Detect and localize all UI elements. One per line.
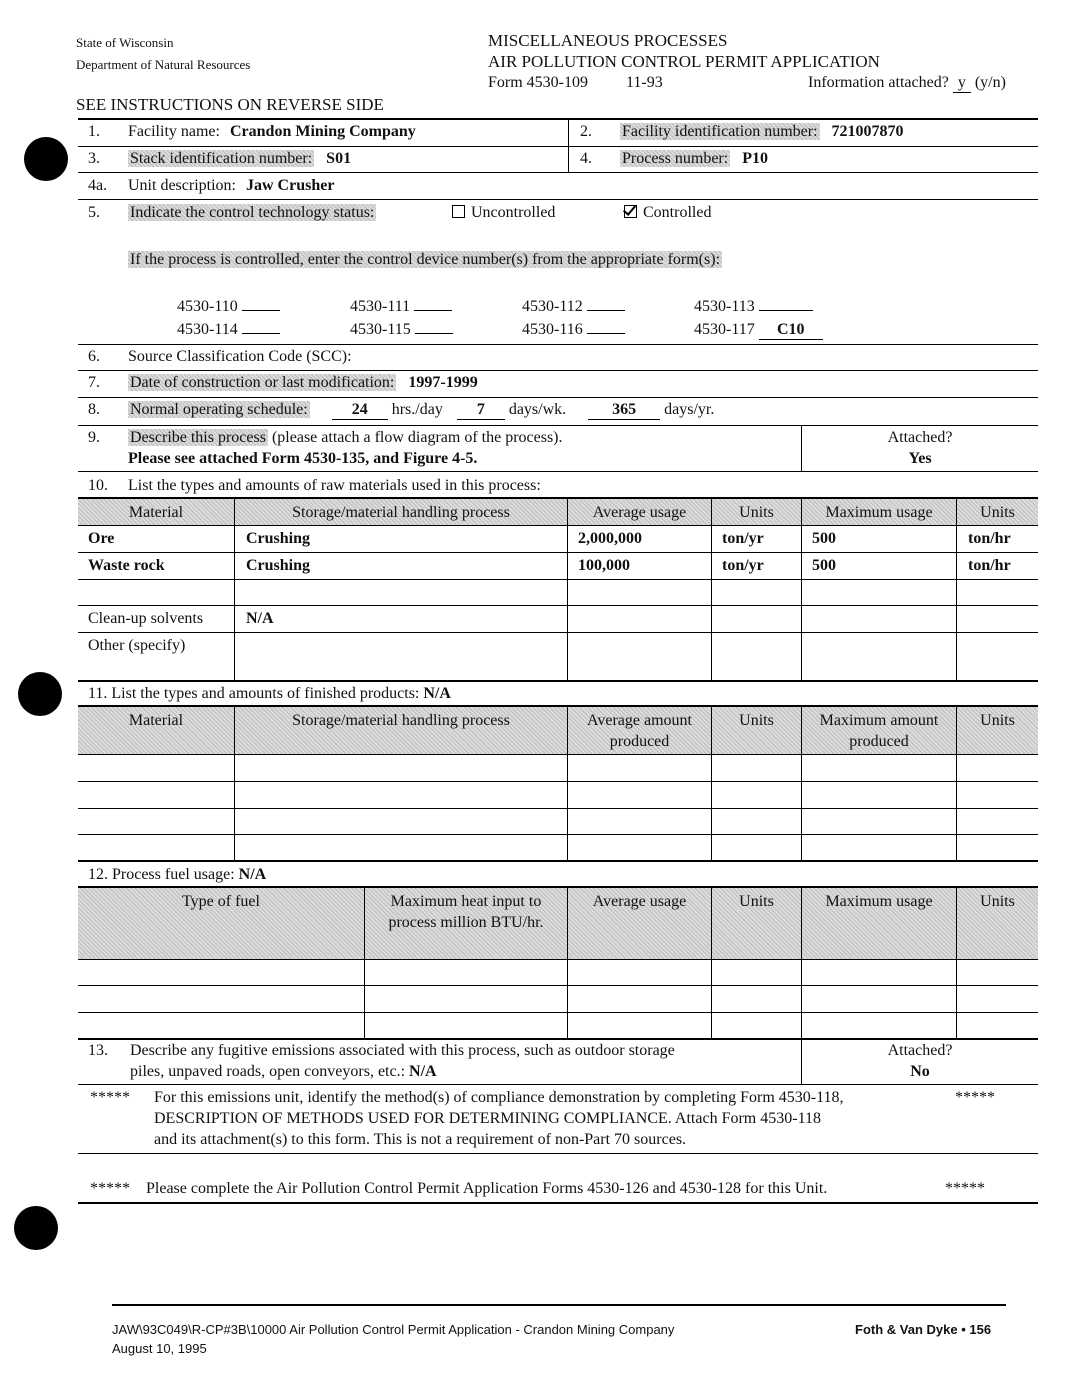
device-form-label: 4530-113 xyxy=(694,298,755,315)
device-form-label: 4530-112 xyxy=(522,298,583,315)
control-device-instruction-text: If the process is controlled, enter the control device number(s) from the appropriate form(s): xyxy=(130,251,721,268)
table-cell[interactable]: ton/yr xyxy=(722,530,764,547)
col-header-units: Units xyxy=(739,893,774,910)
stack-id-label: Stack identification number: xyxy=(130,150,313,167)
days-year-unit: days/yr. xyxy=(664,401,715,418)
unit-description-label: Unit description: xyxy=(128,177,236,194)
item-number: 1. xyxy=(88,123,100,140)
schedule-label: Normal operating schedule: xyxy=(130,401,308,418)
device-form-value[interactable] xyxy=(242,310,280,311)
info-attached xyxy=(808,74,1006,93)
device-form-112 xyxy=(522,298,625,316)
table-cell[interactable]: 500 xyxy=(812,557,836,574)
col-header-units: Units xyxy=(980,893,1015,910)
process-number-label: Process number: xyxy=(622,150,729,167)
punch-hole xyxy=(14,1206,58,1250)
control-status-label-text: Indicate the control technology status: xyxy=(130,204,375,221)
unit-description-row xyxy=(128,177,334,195)
col-header-handling: Storage/material handling process xyxy=(292,504,510,521)
item-number: 8. xyxy=(88,401,100,418)
days-week-unit: days/wk. xyxy=(508,401,567,418)
facility-name-row xyxy=(128,123,416,141)
device-form-label: 4530-114 xyxy=(177,321,238,338)
device-form-label: 4530-117 xyxy=(694,321,755,338)
device-form-115 xyxy=(350,321,453,339)
col-header-units: Units xyxy=(739,712,774,729)
table-cell[interactable]: ton/hr xyxy=(968,530,1011,547)
col-header-units: Units xyxy=(980,504,1015,521)
device-form-label: 4530-111 xyxy=(350,298,411,315)
item-number: 10. xyxy=(88,477,108,494)
item-number: 2. xyxy=(580,123,592,140)
col-header-average-produced: Average amount produced xyxy=(587,712,692,750)
col-header-units: Units xyxy=(980,712,1015,729)
fugitive-attached-label: Attached? xyxy=(887,1042,953,1059)
punch-hole xyxy=(24,137,68,181)
cleanup-label: Clean-up solvents xyxy=(88,610,204,627)
instructions-note: SEE INSTRUCTIONS ON REVERSE SIDE xyxy=(76,95,384,114)
describe-row xyxy=(128,429,563,447)
construction-date-row xyxy=(128,374,478,392)
raw-materials-label: List the types and amounts of raw materials used in this process: xyxy=(128,477,541,494)
hours-per-day[interactable]: 24 xyxy=(332,401,388,420)
form-number: Form 4530-109 xyxy=(488,74,588,91)
table-cell[interactable]: 100,000 xyxy=(578,557,630,574)
form-title: MISCELLANEOUS PROCESSES xyxy=(488,31,728,50)
fuel-label: 12. Process fuel usage: xyxy=(88,866,235,883)
footer-date: August 10, 1995 xyxy=(112,1341,207,1356)
control-status-label xyxy=(128,204,376,222)
col-header-average: Average usage xyxy=(592,893,687,910)
uncontrolled-label: Uncontrolled xyxy=(471,204,556,221)
info-attached-value[interactable]: y xyxy=(953,74,971,93)
device-form-value[interactable] xyxy=(587,333,625,334)
process-number-value[interactable]: P10 xyxy=(742,150,768,167)
punch-hole xyxy=(18,672,62,716)
days-per-year[interactable]: 365 xyxy=(588,401,660,420)
uncontrolled-option[interactable] xyxy=(452,204,555,222)
item-number: 4a. xyxy=(88,177,108,194)
finished-products-label: 11. List the types and amounts of finished products: xyxy=(88,685,420,702)
form-date: 11-93 xyxy=(626,74,663,91)
construction-date-value[interactable]: 1997-1999 xyxy=(408,374,478,391)
col-header-material: Material xyxy=(128,712,184,729)
describe-label: Describe this process xyxy=(130,429,266,446)
table-cell[interactable]: Ore xyxy=(88,530,115,547)
table-cell[interactable]: 2,000,000 xyxy=(578,530,642,547)
unit-description-value[interactable]: Jaw Crusher xyxy=(245,177,335,194)
table-cell[interactable]: Waste rock xyxy=(88,557,165,574)
control-device-instruction xyxy=(128,251,722,269)
device-form-label: 4530-116 xyxy=(522,321,583,338)
stars-left: ***** xyxy=(90,1089,130,1106)
device-form-label: 4530-110 xyxy=(177,298,238,315)
facility-name-label: Facility name: xyxy=(128,123,220,140)
info-attached-suffix: (y/n) xyxy=(974,74,1006,91)
item-number: 4. xyxy=(580,150,592,167)
table-cell[interactable]: Crushing xyxy=(246,530,311,547)
state-label: State of Wisconsin xyxy=(76,35,174,50)
device-form-116 xyxy=(522,321,625,339)
table-cell[interactable]: ton/hr xyxy=(968,557,1011,574)
fugitive-line2: piles, unpaved roads, open conveyors, etc.: xyxy=(130,1063,406,1080)
attached-value[interactable]: Yes xyxy=(908,450,932,467)
controlled-label: Controlled xyxy=(643,204,712,221)
stack-id-row xyxy=(128,150,351,168)
col-header-fuel-type: Type of fuel xyxy=(182,893,260,910)
stars-right: ***** xyxy=(945,1180,985,1197)
compliance-line1: For this emissions unit, identify the method(s) of compliance demonstration by completing Form 4530-118, xyxy=(154,1089,844,1106)
device-form-value[interactable] xyxy=(414,310,452,311)
construction-date-label: Date of construction or last modification: xyxy=(130,374,395,391)
finished-products-value[interactable]: N/A xyxy=(423,685,451,702)
describe-suffix: (please attach a flow diagram of the process). xyxy=(271,429,563,446)
device-form-label: 4530-115 xyxy=(350,321,411,338)
col-header-heat-input: Maximum heat input to process million BTU/hr. xyxy=(388,893,544,931)
item-number: 7. xyxy=(88,374,100,391)
fuel-value[interactable]: N/A xyxy=(238,866,267,883)
device-form-110 xyxy=(177,298,280,316)
controlled-checkbox[interactable] xyxy=(624,205,637,218)
fugitive-attached-value[interactable]: No xyxy=(910,1063,930,1080)
schedule-row xyxy=(128,401,714,420)
device-form-value[interactable] xyxy=(587,310,625,311)
stack-id-value[interactable]: S01 xyxy=(326,150,352,167)
col-header-maximum-produced: Maximum amount produced xyxy=(819,712,939,750)
finished-products-row xyxy=(88,685,451,703)
facility-id-value[interactable]: 721007870 xyxy=(831,123,904,140)
device-form-value[interactable]: C10 xyxy=(759,321,823,340)
item-number: 5. xyxy=(88,204,100,221)
device-form-111 xyxy=(350,298,452,316)
col-header-maximum: Maximum usage xyxy=(825,504,933,521)
scc-label: Source Classification Code (SCC): xyxy=(128,348,352,365)
process-number-row xyxy=(620,150,768,168)
device-form-117 xyxy=(694,321,823,340)
table-cell[interactable]: 500 xyxy=(812,530,836,547)
uncontrolled-checkbox[interactable] xyxy=(452,205,465,218)
info-attached-label: Information attached? xyxy=(808,74,949,91)
compliance-line2: DESCRIPTION OF METHODS USED FOR DETERMINING COMPLIANCE. Attach Form 4530-118 xyxy=(154,1110,821,1127)
controlled-option[interactable] xyxy=(624,204,711,222)
fugitive-line1: Describe any fugitive emissions associated with this process, such as outdoor storage xyxy=(130,1042,675,1059)
device-form-value[interactable] xyxy=(242,333,280,334)
stars-left: ***** xyxy=(90,1180,130,1197)
col-header-handling: Storage/material handling process xyxy=(292,712,510,729)
attached-label: Attached? xyxy=(887,429,953,446)
compliance-line3: and its attachment(s) to this form. This is not a requirement of non-Part 70 sources. xyxy=(154,1131,687,1148)
department-label: Department of Natural Resources xyxy=(76,57,251,72)
facility-id-row xyxy=(620,123,904,141)
describe-value[interactable]: Please see attached Form 4530-135, and Figure 4-5. xyxy=(128,450,478,467)
device-form-113 xyxy=(694,298,813,316)
form-subtitle: AIR POLLUTION CONTROL PERMIT APPLICATION xyxy=(488,52,880,71)
device-form-value[interactable] xyxy=(759,310,813,311)
footer-company: Foth & Van Dyke • 156 xyxy=(855,1322,992,1337)
device-form-114 xyxy=(177,321,280,339)
table-cell[interactable]: Crushing xyxy=(246,557,311,574)
facility-name-value[interactable]: Crandon Mining Company xyxy=(229,123,416,140)
col-header-material: Material xyxy=(128,504,184,521)
fugitive-value[interactable]: N/A xyxy=(409,1063,437,1080)
stars-right: ***** xyxy=(955,1089,995,1106)
fuel-row xyxy=(88,866,266,884)
col-header-average: Average usage xyxy=(592,504,687,521)
col-header-maximum: Maximum usage xyxy=(825,893,933,910)
item-number: 3. xyxy=(88,150,100,167)
facility-id-label: Facility identification number: xyxy=(622,123,818,140)
page-number: 156 xyxy=(969,1322,992,1337)
device-form-value[interactable] xyxy=(415,333,453,334)
item-number: 13. xyxy=(88,1042,108,1059)
col-header-units: Units xyxy=(739,504,774,521)
complete-forms-note: Please complete the Air Pollution Control Permit Application Forms 4530-126 and 4530-128 for this Unit. xyxy=(146,1180,828,1197)
table-cell[interactable]: ton/yr xyxy=(722,557,764,574)
item-number: 9. xyxy=(88,429,100,446)
other-label: Other (specify) xyxy=(88,637,186,654)
days-per-week[interactable]: 7 xyxy=(457,401,505,420)
hours-unit: hrs./day xyxy=(391,401,443,418)
footer-company-name: Foth & Van Dyke xyxy=(855,1322,958,1337)
footer-path: JAW\93C049\R-CP#3B\10000 Air Pollution Control Permit Application - Crandon Mining Company xyxy=(112,1322,675,1337)
cleanup-value[interactable]: N/A xyxy=(246,610,274,627)
item-number: 6. xyxy=(88,348,100,365)
fugitive-line2-row xyxy=(130,1063,437,1081)
